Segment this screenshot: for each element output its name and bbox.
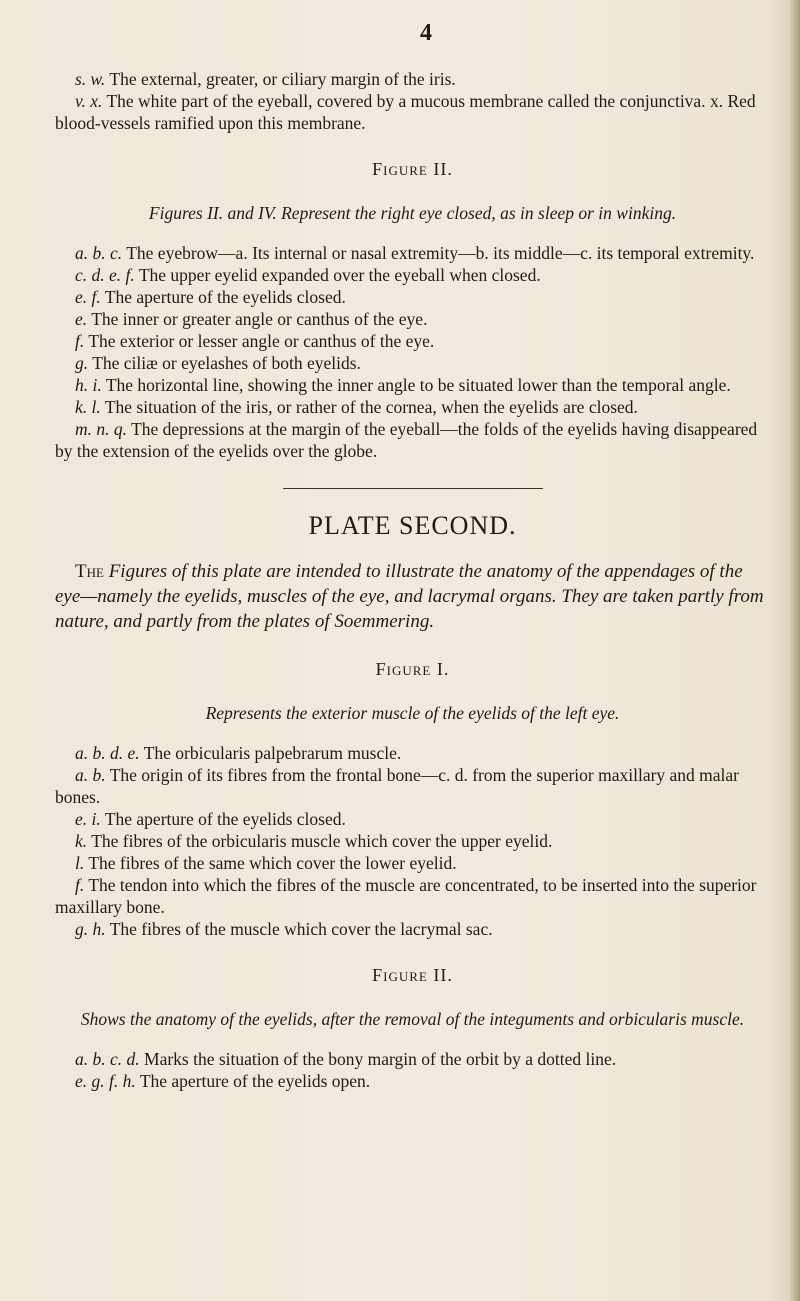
item-text: The inner or greater angle or canthus of the eye. bbox=[91, 309, 428, 329]
item-mark: e. g. f. h. bbox=[75, 1071, 136, 1091]
item-mark: f. bbox=[75, 331, 85, 351]
list-item bbox=[55, 874, 770, 918]
item-mark: k. l. bbox=[75, 397, 101, 417]
item-mark: l. bbox=[75, 853, 85, 873]
item-mark: a. b. bbox=[75, 765, 106, 785]
list-item bbox=[55, 1070, 770, 1092]
item-mark: e. f. bbox=[75, 287, 101, 307]
item-text: The aperture of the eyelids open. bbox=[139, 1071, 371, 1091]
page-edge bbox=[790, 0, 800, 1301]
item-text: The ciliæ or eyelashes of both eyelids. bbox=[92, 353, 361, 373]
item-mark: a. b. c. d. bbox=[75, 1049, 140, 1069]
plate-title: PLATE SECOND. bbox=[308, 511, 517, 540]
item-text: The horizontal line, showing the inner angle to be situated lower than the temporal angle. bbox=[105, 375, 731, 395]
figure-items bbox=[55, 742, 770, 940]
page-content bbox=[55, 68, 770, 1092]
item-mark: e. i. bbox=[75, 809, 101, 829]
item-text: The eyebrow—a. Its internal or nasal extremity—b. its middle—c. its temporal extremity. bbox=[126, 243, 755, 263]
list-item bbox=[55, 352, 770, 374]
plate-intro bbox=[55, 559, 770, 634]
list-item bbox=[55, 1048, 770, 1070]
item-mark: c. d. e. f. bbox=[75, 265, 135, 285]
item-text: The fibres of the orbicularis muscle which cover the upper eyelid. bbox=[91, 831, 553, 851]
item-text: The upper eyelid expanded over the eyeball when closed. bbox=[138, 265, 541, 285]
list-item bbox=[55, 286, 770, 308]
item-mark: g. bbox=[75, 353, 89, 373]
item-text: The aperture of the eyelids closed. bbox=[104, 287, 346, 307]
top-block bbox=[55, 68, 770, 134]
intro-text: Figures of this plate are intended to illustrate the anatomy of the appendages of the eye—namely the eyelids, muscles of the eye, and lacrymal organs. They are taken partly from nature, and partly from the plates of Soemmering. bbox=[55, 561, 764, 632]
list-item bbox=[55, 90, 770, 134]
item-text: The aperture of the eyelids closed. bbox=[104, 809, 346, 829]
item-text: The fibres of the same which cover the lower eyelid. bbox=[88, 853, 457, 873]
item-mark: h. i. bbox=[75, 375, 102, 395]
item-text: The origin of its fibres from the frontal bone—c. d. from the superior maxillary and malar bones. bbox=[55, 765, 740, 807]
figure-heading: Figure I. bbox=[375, 659, 450, 679]
list-item bbox=[55, 374, 770, 396]
item-mark: e. bbox=[75, 309, 88, 329]
figure-caption: Figures II. and IV. Represent the right eye closed, as in sleep or in winking. bbox=[148, 203, 677, 223]
list-item bbox=[55, 852, 770, 874]
item-text: The depressions at the margin of the eyeball—the folds of the eyelids having disappeared by the extension of the eyelids over the globe. bbox=[55, 419, 758, 461]
list-item bbox=[55, 264, 770, 286]
list-item bbox=[55, 808, 770, 830]
item-mark: g. h. bbox=[75, 919, 106, 939]
item-text: The external, greater, or ciliary margin of the iris. bbox=[109, 69, 456, 89]
list-item bbox=[55, 68, 770, 90]
figure-caption: Represents the exterior muscle of the eyelids of the left eye. bbox=[205, 703, 620, 723]
item-text: Marks the situation of the bony margin of the orbit by a dotted line. bbox=[144, 1049, 617, 1069]
figure-caption: Shows the anatomy of the eyelids, after the removal of the integuments and orbicularis muscle. bbox=[80, 1009, 745, 1029]
item-mark: k. bbox=[75, 831, 88, 851]
figure-heading: Figure II. bbox=[372, 159, 453, 179]
figure-heading: Figure II. bbox=[372, 965, 453, 985]
item-mark: a. b. d. e. bbox=[75, 743, 140, 763]
item-text: The white part of the eyeball, covered by a mucous membrane called the conjunctiva. x. Red blood-vessels ramified upon this membrane. bbox=[55, 91, 756, 133]
list-item bbox=[55, 242, 770, 264]
item-mark: f. bbox=[75, 875, 85, 895]
item-mark: v. x. bbox=[75, 91, 103, 111]
item-mark: a. b. c. bbox=[75, 243, 123, 263]
page-number: 4 bbox=[420, 20, 432, 46]
section-divider bbox=[283, 488, 543, 489]
item-mark: m. n. q. bbox=[75, 419, 128, 439]
list-item bbox=[55, 396, 770, 418]
item-mark: s. w. bbox=[75, 69, 106, 89]
figure-items bbox=[55, 242, 770, 462]
list-item bbox=[55, 742, 770, 764]
list-item bbox=[55, 918, 770, 940]
item-text: The tendon into which the fibres of the muscle are concentrated, to be inserted into the superior maxillary bone. bbox=[55, 875, 757, 917]
list-item bbox=[55, 330, 770, 352]
item-text: The exterior or lesser angle or canthus of the eye. bbox=[88, 331, 435, 351]
list-item bbox=[55, 308, 770, 330]
figure-items bbox=[55, 1048, 770, 1092]
item-text: The orbicularis palpebrarum muscle. bbox=[143, 743, 402, 763]
item-text: The fibres of the muscle which cover the lacrymal sac. bbox=[109, 919, 493, 939]
list-item bbox=[55, 764, 770, 808]
list-item bbox=[55, 830, 770, 852]
list-item bbox=[55, 418, 770, 462]
intro-lead: The bbox=[75, 561, 104, 582]
item-text: The situation of the iris, or rather of the cornea, when the eyelids are closed. bbox=[104, 397, 638, 417]
